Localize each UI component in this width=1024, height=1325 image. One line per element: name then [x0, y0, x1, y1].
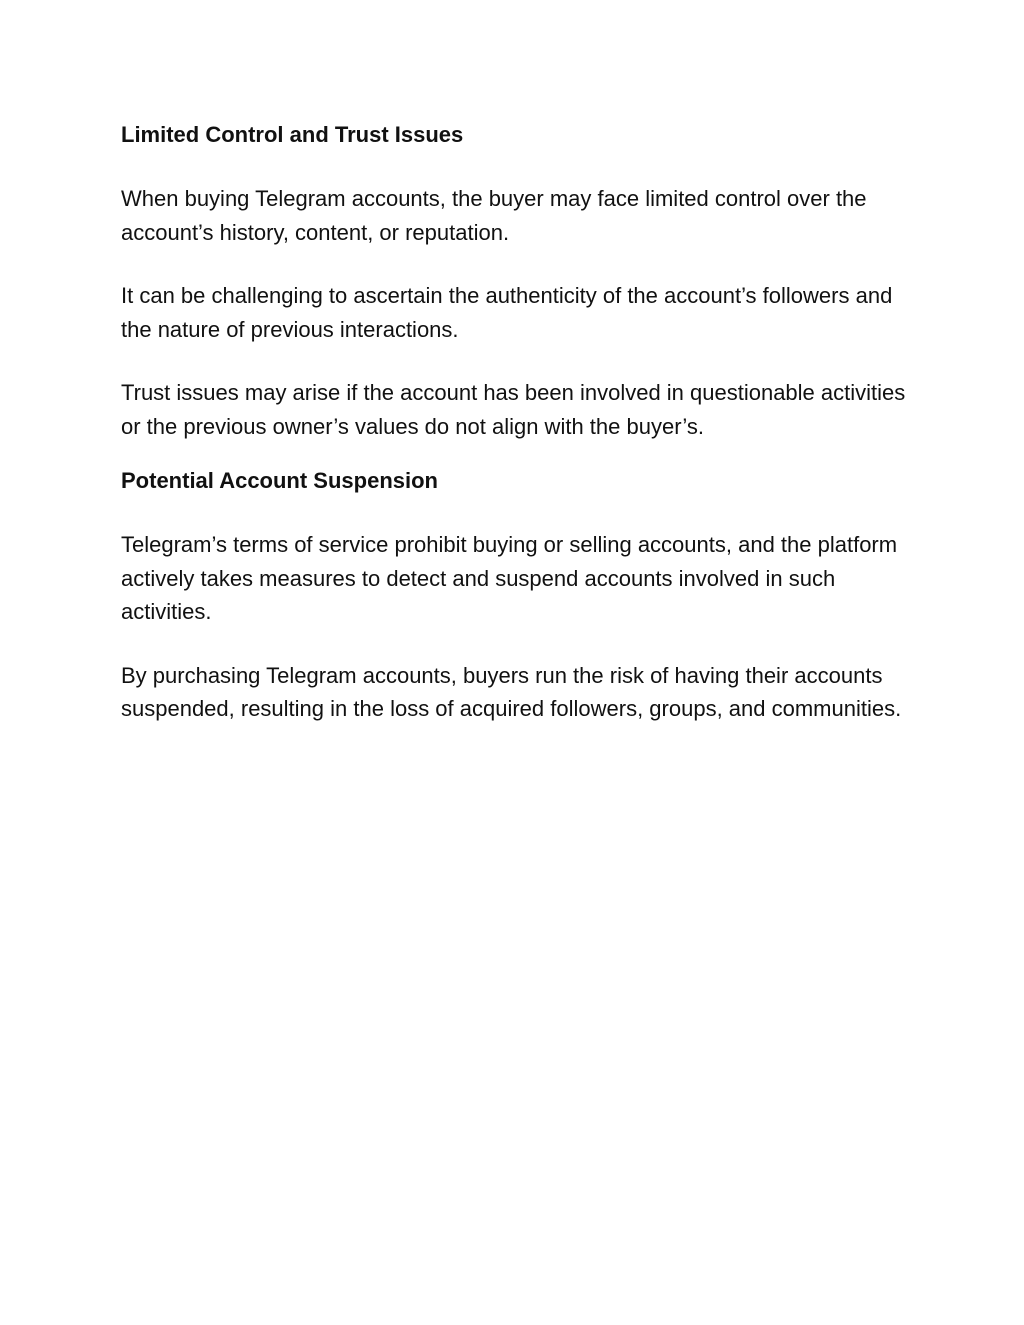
- paragraph: It can be challenging to ascertain the authenticity of the account’s followers and the nature of previous interactions.: [121, 283, 893, 342]
- paragraph: Trust issues may arise if the account has been involved in questionable activities or the previous owner’s values do not align with the buyer’s.: [121, 380, 906, 439]
- paragraph: Telegram’s terms of service prohibit buying or selling accounts, and the platform actively takes measures to detect and suspend accounts involved in such activities.: [121, 532, 898, 624]
- document-page: [121, 118, 911, 726]
- paragraph: By purchasing Telegram accounts, buyers run the risk of having their accounts suspended, resulting in the loss of acquired followers, groups, and communities.: [121, 662, 902, 721]
- paragraph: When buying Telegram accounts, the buyer may face limited control over the account’s history, content, or reputation.: [121, 186, 867, 245]
- section-heading-account-suspension: Potential Account Suspension: [121, 468, 438, 493]
- section-heading-limited-control: Limited Control and Trust Issues: [121, 122, 464, 147]
